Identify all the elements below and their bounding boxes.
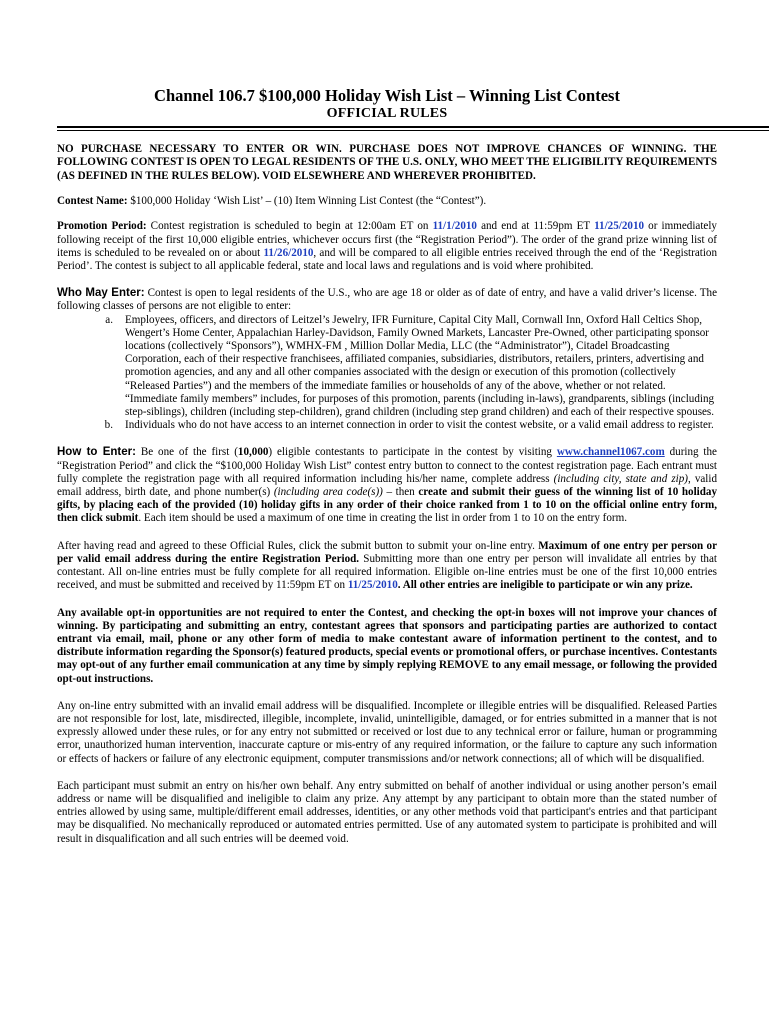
promotion-text-2: and end at 11:59pm ET [476, 220, 595, 233]
how-italic-1: (including city, state and zip) [553, 472, 688, 485]
opt-in-paragraph: Any available opt-in opportunities are not required to enter the Contest, and checking the opt-in boxes will not improve your chances of winning. By participating and submitting an entry, contestant agrees that sponsors and participating parties are authorized to contact entrant via email, mail, phone or any other form of media to make contestant aware of information pertinent to the contest, and to distribute information regarding the Sponsor(s) featured products, special events or promotional offers, or purchase incentives. Contestants may opt-out of any further email communication at any time by simply replying REMOVE to any email message, or following the provided opt-out instructions. [57, 606, 717, 685]
how-text-6: . Each item should be used a maximum of one time in creating the list in order from 1 to 10 on the entry form. [138, 512, 627, 525]
how-text-1: Be one of the first ( [135, 446, 238, 459]
reveal-date: 11/26/2010 [263, 246, 314, 259]
how-to-enter-label: How to Enter: [57, 446, 136, 459]
who-may-enter-paragraph [57, 287, 717, 313]
who-may-enter-text: Contest is open to legal residents of the U.S., who are age 18 or older as of date of entry, and have a valid driver’s license. The following classes of persons are not eligible to enter: [57, 287, 717, 313]
list-item [57, 314, 717, 420]
promotion-text-4: , and will be compared to all eligible entries received through the end of the ‘Registration Period’. The contest is subject to all applicable federal, state and local laws and regulations and is void where prohibited. [57, 246, 717, 273]
contest-name-paragraph [57, 195, 717, 208]
list-marker: b. [104, 419, 113, 432]
start-date: 11/1/2010 [432, 220, 477, 233]
invalid-entries-paragraph: Any on-line entry submitted with an invalid email address will be disqualified. Incomplete or illegible entries will be disqualified. Released Parties are not responsible for lost, late, misdirected, illegible, incomplete, invalid, unintelligible, damaged, or for entries submitted in a manner that is not expressly allowed under these rules, or for any entry not submitted or received or lost due to any technical error or failure, human or programming error, unauthorized human intervention, inaccurate capture or mis-entry of any required information, or the failure to capture any such information or effects of hackers or failure of any electronic equipment, computer transmissions and/or network connections; all of which will be disqualified. [57, 699, 717, 765]
list-item-text: Employees, officers, and directors of Leitzel’s Jewelry, IFR Furniture, Capital City Mall, Cornwall Inn, Oxford Hall Celtics Shop, Wengert’s Home Center, Appalachian Harley-Davidson, Family Owned Markets, Lancaster Pre-Owned, other participating sponsor locations (collectively “Sponsors”), WMHX-FM , Million Dollar Media, LLC (the “Administrator”), Citadel Broadcasting Corporation, each of their respective franchisees, affiliated companies, subsidiaries, distributors, retailers, printers, advertising and promotion agencies, and any and all other companies associated with the design or execution of this promotion (collectively “Released Parties”) and the members of the immediate families or households of any of the above, whether or not related. “Immediate family members” includes, for purposes of this promotion, parents (including in-laws), grandparents, siblings (including step-siblings), children (including step-children), grand children (including step grand children) and each of their respective spouses. [125, 313, 715, 419]
contest-website-link[interactable]: www.channel1067.com [556, 446, 665, 459]
entry-limit: 10,000 [237, 446, 269, 459]
promotion-text-1: Contest registration is scheduled to begin at 12:00am ET on [146, 220, 433, 233]
intro-paragraph: NO PURCHASE NECESSARY TO ENTER OR WIN. PURCHASE DOES NOT IMPROVE CHANCES OF WINNING. THE FOLLOWING CONTEST IS OPEN TO LEGAL RESIDENTS OF THE U.S. ONLY, WHO MEET THE ELIGIBILITY REQUIREMENTS (AS DEFINED IN THE RULES BELOW). VOID ELSEWHERE AND WHEREVER PROHIBITED. [57, 143, 717, 182]
after-reading-paragraph [57, 540, 717, 593]
header-rule-thick [57, 126, 769, 128]
ineligible-list [57, 314, 717, 433]
promotion-period-paragraph [57, 220, 717, 273]
how-text-2: ) eligible contestants to participate in the contest by visiting [268, 446, 557, 459]
end-date: 11/25/2010 [594, 220, 645, 233]
list-item-text: Individuals who do not have access to an internet connection in order to visit the contest website, or a valid email address to register. [125, 419, 714, 432]
document-title: Channel 106.7 $100,000 Holiday Wish List – Winning List Contest [154, 86, 620, 105]
how-text-3: during the “Registration Period” and click the “$100,000 Holiday Wish List” contest entry button to connect to the contest registration page. Each entrant must fully complete the registration page with all required information including his/her name, complete address [57, 446, 717, 485]
list-item [57, 419, 717, 432]
who-may-enter-label: Who May Enter: [57, 287, 145, 300]
how-text-5: – then [382, 486, 419, 499]
how-text-4: , valid email address, birth date, and phone number(s) [57, 472, 717, 499]
after-bold-1: Maximum of one entry per person or per valid email address during the entire Registration Period. [57, 539, 718, 565]
own-behalf-paragraph: Each participant must submit an entry on his/her own behalf. Any entry submitted on behalf of another individual or using another person’s email address or name will be disqualified and ineligible to claim any prize. Any attempt by any participant to obtain more than the stated number of entries allowed by using same, multiple/different email addresses, identities, or any other methods void that participant's entries and that participant may be disqualified. No mechanically reproduced or automated entries permitted. Use of any automated system to participate is prohibited and will result in disqualification and all such entries will be deemed void. [57, 779, 717, 845]
how-bold-1: create and submit their guess of the winning list of 10 holiday gifts, by placing each of the provided (10) holiday gifts in any order of their choice ranked from 1 to 10 on the official online entry form, then click submit [57, 486, 717, 525]
rules-document [57, 86, 717, 846]
list-marker: a. [105, 313, 113, 326]
after-bold-2: . All other entries are ineligible to participate or win any prize. [397, 579, 693, 592]
document-subtitle: OFFICIAL RULES [326, 106, 448, 121]
contest-name-label: Contest Name: [57, 195, 128, 208]
deadline-date: 11/25/2010 [347, 579, 398, 592]
promotion-period-label: Promotion Period: [57, 220, 147, 233]
promotion-text-3: or immediately following receipt of the first 10,000 eligible entries, whichever occurs first (the “Registration Period”). The order of the grand prize winning list of items is scheduled to be revealed on or about [57, 220, 717, 259]
header-rule-thin [57, 130, 769, 131]
contest-name-text: $100,000 Holiday ‘Wish List’ – (10) Item Winning List Contest (the “Contest”). [127, 195, 487, 208]
after-text-2: Submitting more than one entry per person will invalidate all entries by that contestant. All on-line entries must be fully complete for all required information. Eligible on-line entries must be one of the first 10,000 entries received, and must be submitted and received by 11:59pm ET on [57, 552, 717, 592]
how-italic-2: (including area code(s)) [273, 486, 383, 499]
after-text-1: After having read and agreed to these Official Rules, click the submit button to submit your on-line entry. [57, 539, 539, 552]
how-to-enter-paragraph [57, 446, 717, 525]
